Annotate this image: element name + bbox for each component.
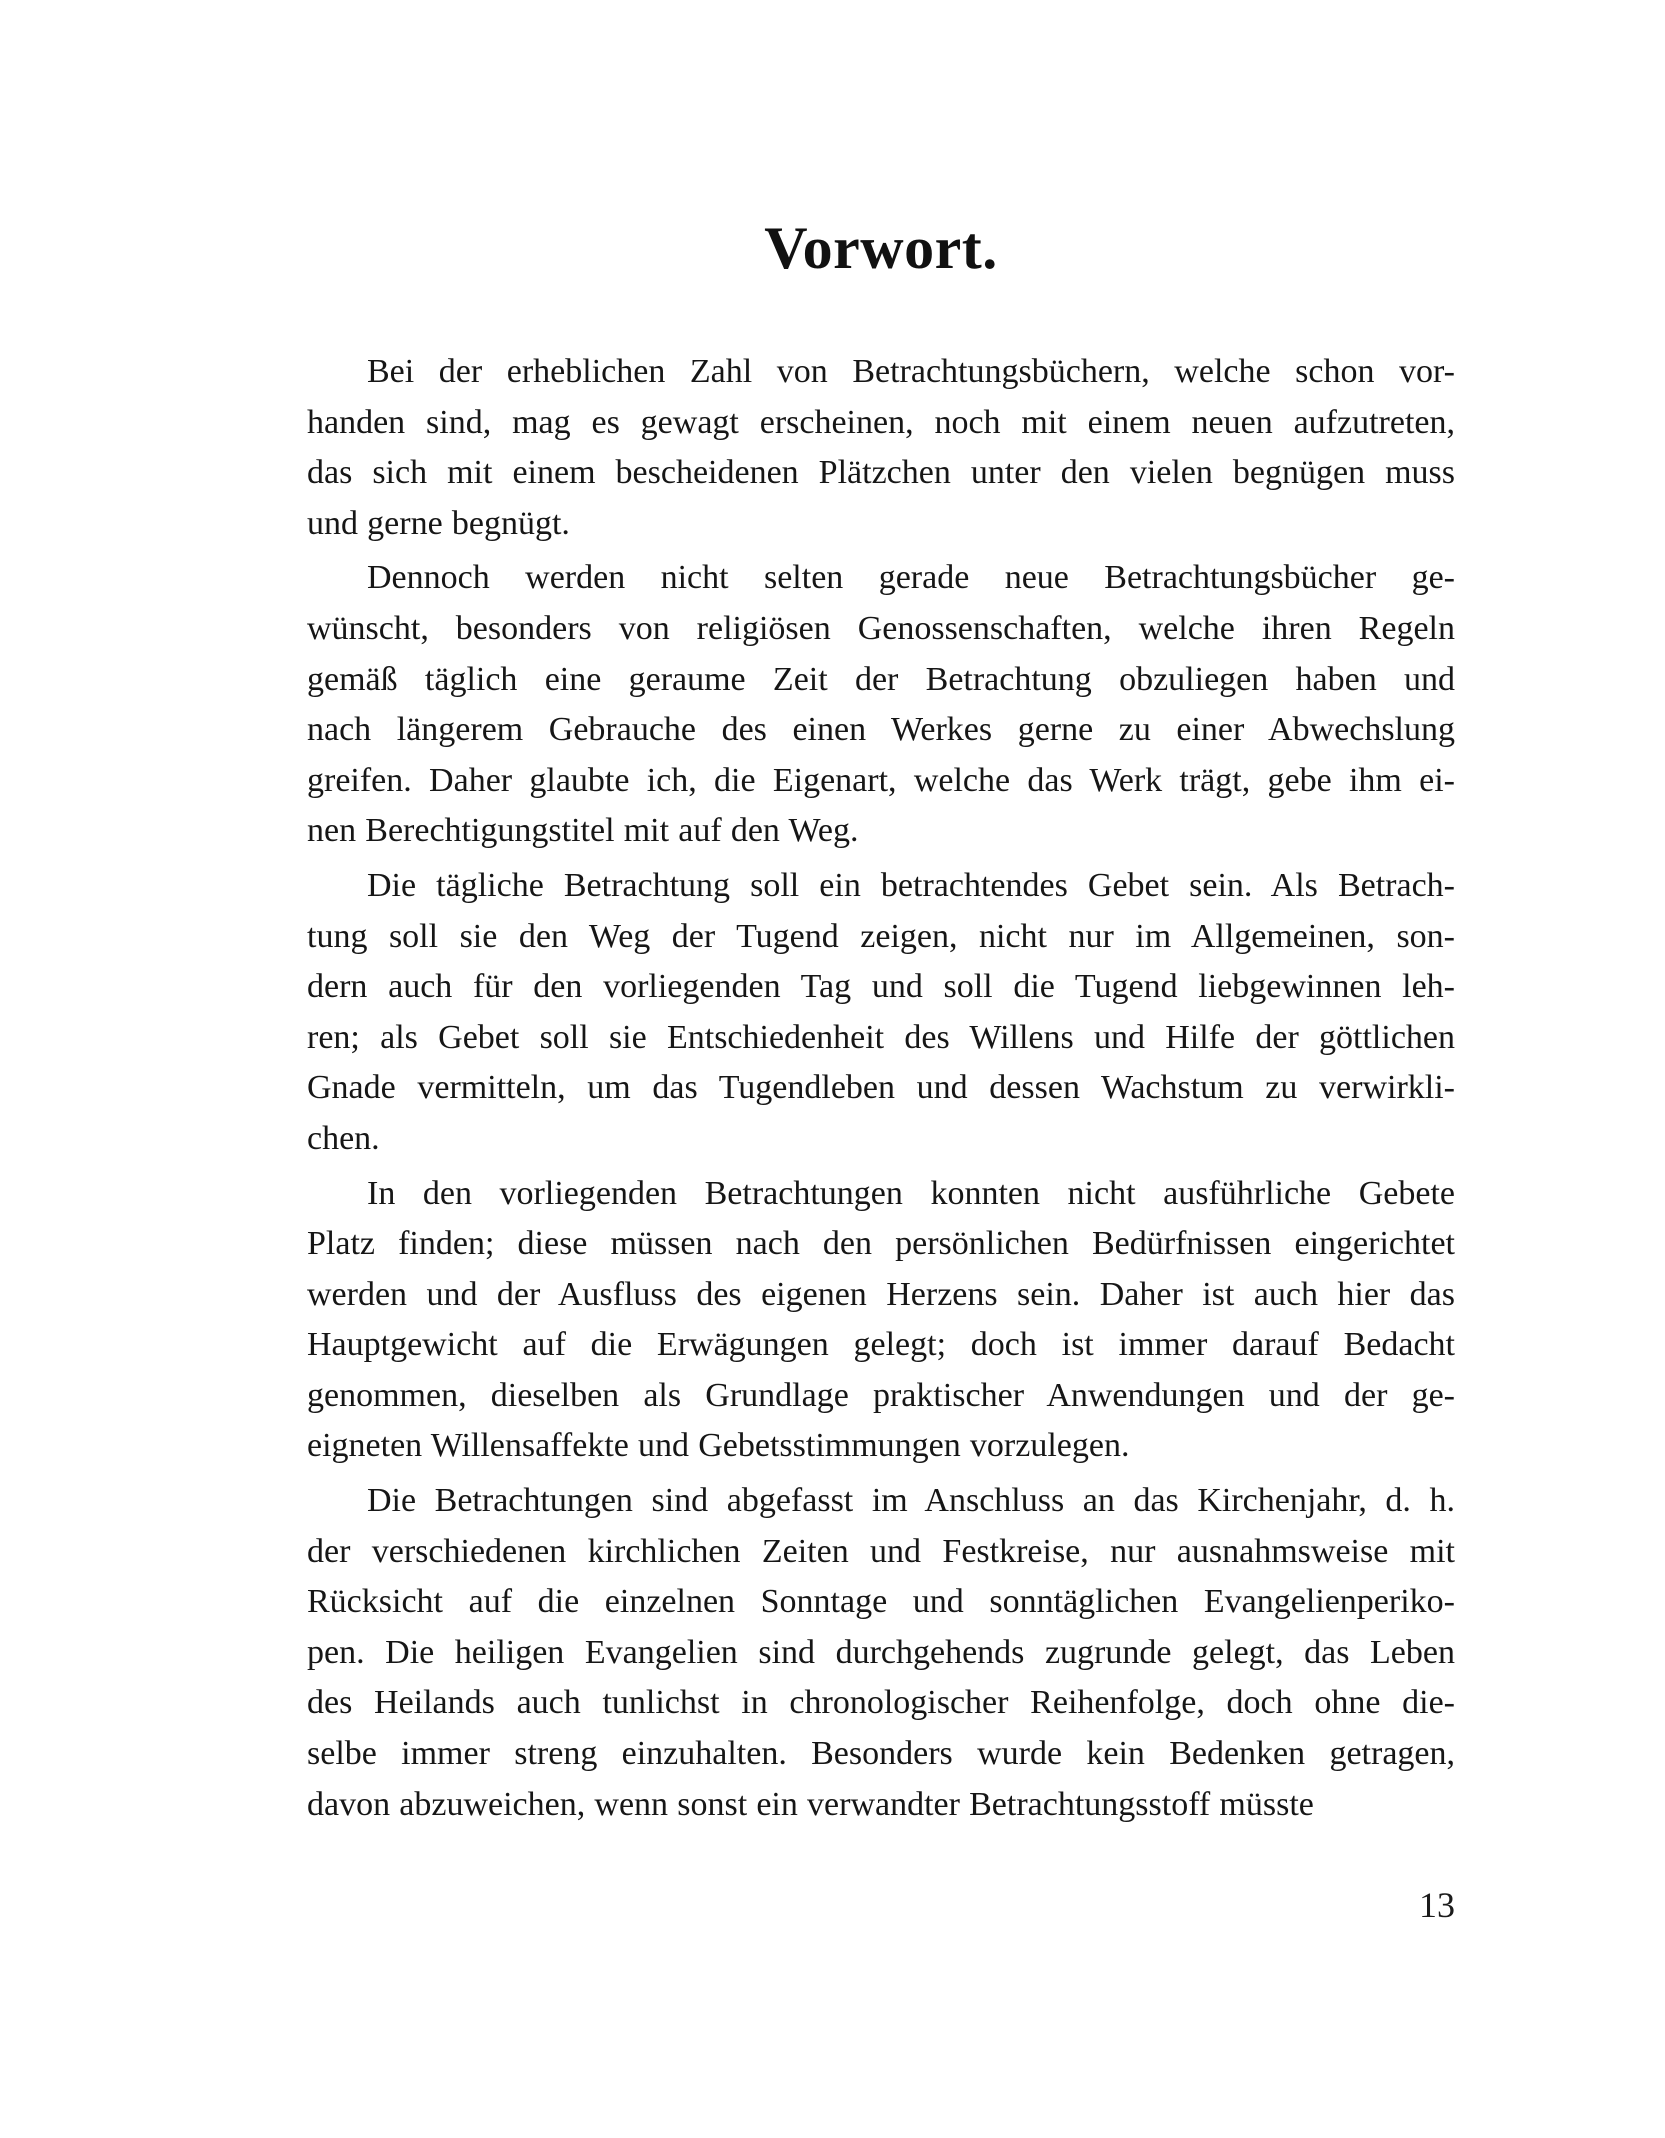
page-title: Vorwort.	[764, 215, 998, 281]
text-line: der verschiedenen kirchlichen Zeiten und Festkreise, nur ausnahmsweise mit	[307, 1532, 1455, 1570]
text-line: gemäß täglich eine geraume Zeit der Betrachtung obzuliegen haben und	[307, 660, 1455, 698]
text-line: nen Berechtigungstitel mit auf den Weg.	[307, 812, 859, 850]
text-line: Platz finden; diese müssen nach den persönlichen Bedürfnissen eingerichtet	[307, 1225, 1455, 1263]
paragraph	[307, 861, 1455, 1165]
text-line: wünscht, besonders von religiösen Genossenschaften, welche ihren Regeln	[307, 609, 1455, 647]
text-line: Die Betrachtungen sind abgefasst im Anschluss an das Kirchenjahr, d. h.	[367, 1482, 1455, 1520]
text-line: Die tägliche Betrachtung soll ein betrachtendes Gebet sein. Als Betrach-	[367, 866, 1455, 904]
paragraph	[307, 553, 1455, 857]
page-number: 13	[1419, 1885, 1455, 1925]
preface-text	[307, 347, 1455, 1830]
text-line: handen sind, mag es gewagt erscheinen, noch mit einem neuen aufzutreten,	[307, 403, 1455, 441]
text-line: Bei der erheblichen Zahl von Betrachtungsbüchern, welche schon vor-	[367, 353, 1455, 390]
text-line: Hauptgewicht auf die Erwägungen gelegt; doch ist immer darauf Bedacht	[307, 1326, 1455, 1364]
text-line: Gnade vermitteln, um das Tugendleben und dessen Wachstum zu verwirkli-	[307, 1069, 1455, 1107]
text-line: eigneten Willensaffekte und Gebetsstimmungen vorzulegen.	[307, 1427, 1130, 1465]
text-line: werden und der Ausfluss des eigenen Herzens sein. Daher ist auch hier das	[307, 1275, 1455, 1313]
text-line: des Heilands auch tunlichst in chronologischer Reihenfolge, doch ohne die-	[307, 1684, 1455, 1722]
text-line: tung soll sie den Weg der Tugend zeigen, nicht nur im Allgemeinen, son-	[307, 917, 1455, 955]
text-line: davon abzuweichen, wenn sonst ein verwandter Betrachtungsstoff müsste	[307, 1785, 1314, 1823]
paragraph	[307, 1169, 1455, 1473]
text-line: Rücksicht auf die einzelnen Sonntage und sonntäglichen Evangelienperiko-	[307, 1583, 1455, 1621]
text-line: pen. Die heiligen Evangelien sind durchgehends zugrunde gelegt, das Leben	[307, 1633, 1455, 1671]
text-line: chen.	[307, 1119, 380, 1157]
text-line: dern auch für den vorliegenden Tag und soll die Tugend liebgewinnen leh-	[307, 968, 1455, 1006]
text-line: das sich mit einem bescheidenen Plätzchen unter den vielen begnügen muss	[307, 454, 1455, 492]
text-line: genommen, dieselben als Grundlage praktischer Anwendungen und der ge-	[307, 1376, 1455, 1414]
text-line: greifen. Daher glaubte ich, die Eigenart, welche das Werk trägt, gebe ihm ei-	[307, 761, 1455, 799]
paragraph	[307, 347, 1455, 549]
text-line: In den vorliegenden Betrachtungen konnten nicht ausführliche Gebete	[367, 1174, 1455, 1212]
text-line: ren; als Gebet soll sie Entschiedenheit des Willens und Hilfe der göttlichen	[307, 1018, 1455, 1056]
text-line: selbe immer streng einzuhalten. Besonders wurde kein Bedenken getragen,	[307, 1735, 1455, 1773]
text-line: nach längerem Gebrauche des einen Werkes gerne zu einer Abwechslung	[307, 711, 1455, 749]
text-line: Dennoch werden nicht selten gerade neue Betrachtungsbücher ge-	[367, 559, 1455, 597]
text-line: und gerne begnügt.	[307, 504, 570, 542]
paragraph	[307, 1476, 1455, 1830]
